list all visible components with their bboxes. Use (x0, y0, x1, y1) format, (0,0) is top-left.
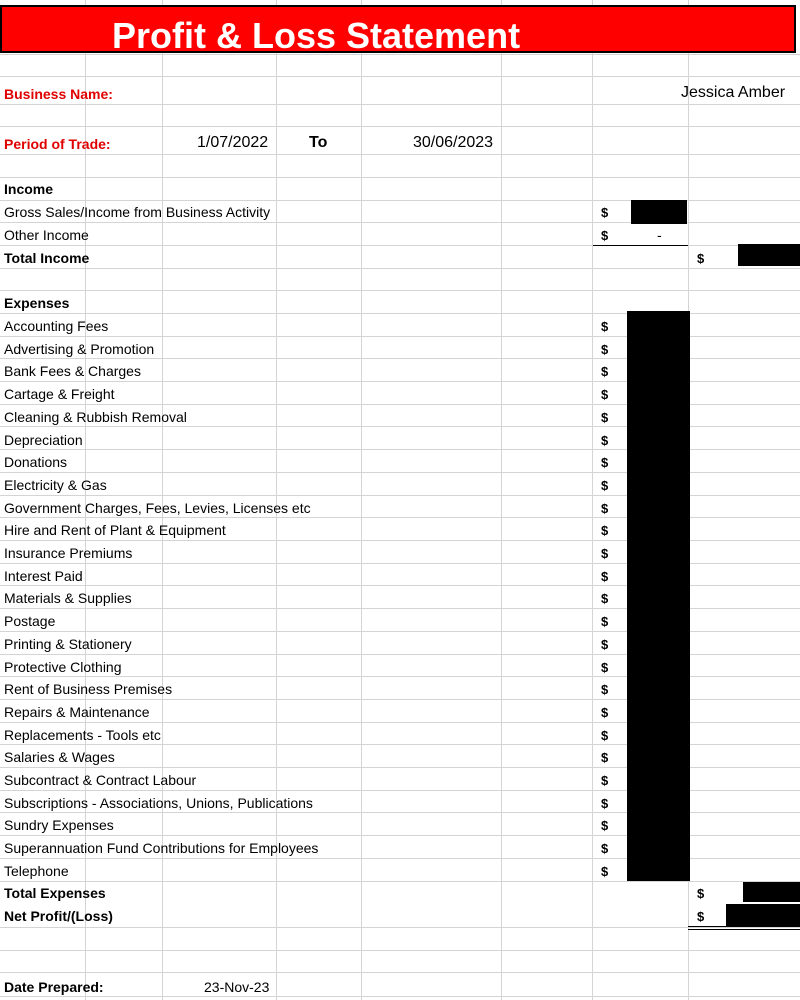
period-to-label: To (309, 134, 328, 151)
expense-item-label: Replacements - Tools etc (4, 726, 161, 743)
expense-item-label: Printing & Stationery (4, 635, 132, 652)
currency-symbol: $ (601, 773, 609, 788)
expense-item-label: Salaries & Wages (4, 749, 115, 766)
title-banner (0, 5, 796, 56)
expense-item-label: Postage (4, 613, 56, 630)
grid-row-line (0, 126, 800, 127)
grid-column-line (501, 0, 502, 1000)
currency-symbol: $ (697, 886, 705, 901)
currency-symbol: $ (601, 659, 609, 675)
grid-row-line (0, 881, 800, 882)
expense-item-label: Rent of Business Premises (4, 681, 173, 698)
currency-symbol: $ (601, 568, 609, 584)
grid-row-line (0, 950, 800, 951)
expense-item-label: Bank Fees & Charges (4, 363, 141, 380)
currency-symbol: $ (697, 909, 705, 924)
grid-row-line (0, 177, 800, 178)
expense-item-label: Subcontract & Contract Labour (4, 772, 197, 788)
income-label: Other Income (4, 227, 89, 243)
currency-symbol: $ (601, 455, 609, 471)
currency-symbol: $ (601, 546, 609, 561)
currency-symbol: $ (601, 228, 609, 243)
currency-symbol: $ (601, 750, 609, 766)
expense-item-label: Cartage & Freight (4, 386, 115, 403)
expense-item-label: Interest Paid (4, 567, 83, 584)
redacted-value (743, 882, 800, 902)
expense-item-label: Electricity & Gas (4, 476, 107, 493)
expense-item-label: Cleaning & Rubbish Removal (4, 408, 187, 425)
currency-symbol: $ (601, 636, 609, 652)
grid-row-line (0, 268, 800, 269)
currency-symbol: $ (601, 205, 609, 220)
grid-row-line (0, 154, 800, 155)
expense-item-label: Depreciation (4, 431, 83, 448)
grid-column-line (592, 0, 593, 1000)
currency-symbol: $ (601, 841, 609, 857)
grid-row-line (0, 972, 800, 973)
business-name-value[interactable]: Jessica Amber (681, 84, 786, 101)
grid-row-line (0, 76, 800, 77)
expense-item-label: Hire and Rent of Plant & Equipment (4, 522, 226, 539)
currency-symbol: $ (601, 727, 609, 743)
currency-symbol: $ (601, 432, 609, 448)
expense-item-label: Accounting Fees (4, 318, 109, 334)
expense-item-label: Sundry Expenses (4, 817, 114, 834)
expense-item-label: Telephone (4, 862, 69, 879)
currency-symbol: $ (601, 500, 609, 516)
currency-symbol: $ (601, 591, 609, 607)
expense-item-label: Government Charges, Fees, Levies, Licenses etc (4, 499, 311, 516)
expense-item-label: Subscriptions - Associations, Unions, Publications (4, 794, 313, 811)
expense-item-label: Protective Clothing (4, 658, 122, 675)
currency-symbol: $ (601, 409, 609, 425)
expense-item-label: Donations (4, 454, 68, 471)
currency-symbol: $ (601, 682, 609, 698)
period-from[interactable]: 1/07/2022 (197, 134, 269, 151)
income-header: Income (4, 181, 54, 197)
currency-symbol: $ (601, 319, 609, 334)
net-profit-label: Net Profit/(Loss) (4, 908, 113, 924)
currency-symbol: $ (601, 818, 609, 834)
total-expenses-label: Total Expenses (4, 885, 106, 901)
expense-item-label: Superannuation Fund Contributions for Employees (4, 840, 319, 857)
redacted-expense-values (627, 311, 690, 881)
redacted-value (726, 904, 800, 926)
expenses-header: Expenses (4, 295, 70, 311)
redacted-value (631, 200, 687, 224)
currency-symbol: $ (601, 477, 609, 493)
redacted-value (738, 244, 800, 266)
grid-column-line (361, 0, 362, 1000)
currency-symbol: $ (601, 387, 609, 403)
currency-symbol: $ (601, 863, 609, 879)
currency-symbol: $ (601, 523, 609, 539)
grid-row-line (0, 996, 800, 997)
business-name-label: Business Name: (4, 86, 113, 102)
grid-row-line (0, 104, 800, 105)
total-income-label: Total Income (4, 250, 90, 266)
currency-symbol: $ (601, 341, 609, 357)
double-underline-bottom (688, 929, 800, 930)
period-to[interactable]: 30/06/2023 (413, 134, 494, 151)
expense-item-label: Materials & Supplies (4, 590, 132, 607)
page-title: Profit & Loss Statement (112, 15, 521, 56)
double-underline-top (688, 926, 800, 927)
currency-symbol: $ (601, 795, 609, 811)
expense-item-label: Insurance Premiums (4, 545, 133, 561)
period-label: Period of Trade: (4, 136, 111, 152)
income-label: Gross Sales/Income from Business Activity (4, 204, 271, 220)
grid-row-line (0, 927, 800, 928)
income-value[interactable]: - (657, 227, 662, 243)
grid-row-line (0, 290, 800, 291)
date-prepared-value[interactable]: 23-Nov-23 (204, 979, 270, 995)
date-prepared-label: Date Prepared: (4, 979, 104, 995)
expense-item-label: Advertising & Promotion (4, 340, 155, 357)
currency-symbol: $ (601, 704, 609, 720)
currency-symbol: $ (697, 251, 705, 266)
currency-symbol: $ (601, 364, 609, 380)
sum-rule (593, 245, 688, 246)
expense-item-label: Repairs & Maintenance (4, 703, 150, 720)
currency-symbol: $ (601, 614, 609, 630)
